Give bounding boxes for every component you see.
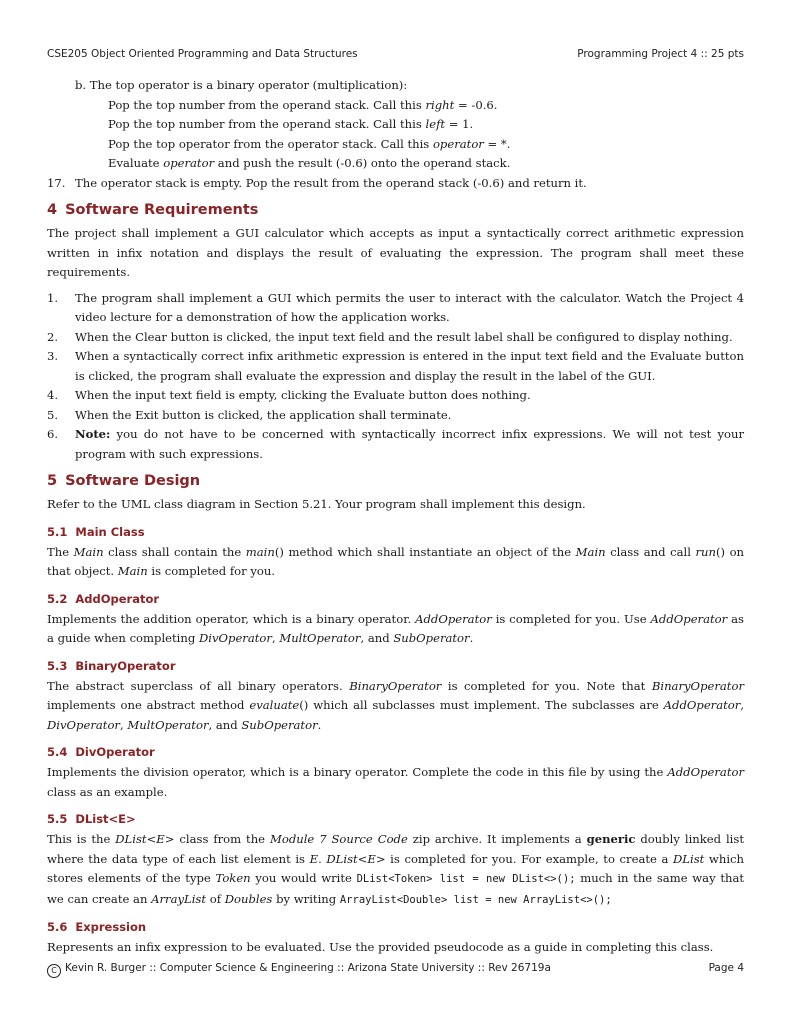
- section-5-5-text: This is the DList<E> class from the Module 7 Source Code zip archive. It implements a generic doubly linked list where the data type of each list element is E. DList<E> is completed for you. For example, to create a DList which stores elements of the type Token you would write DList<Token> list = new DList<>(); much in the same way that we can create an ArrayList of Doubles by writing ArrayList<Double> list = new ArrayList<>();: [47, 832, 745, 906]
- step-evaluate: Evaluate operator and push the result (-0.6) onto the operand stack.: [108, 156, 511, 170]
- code-arraylist-example: ArrayList<Double> list = new ArrayList<>();: [339, 893, 612, 906]
- footer-page-number: Page 4: [708, 962, 744, 974]
- section-5-3-heading: 5.3 BinaryOperator: [47, 658, 176, 673]
- page-header: [47, 48, 744, 64]
- step-b-label: b.: [75, 78, 87, 92]
- section-5-1-text: The Main class shall contain the main() method which shall instantiate an object of the Main class and call run() on that object. Main is completed for you.: [47, 544, 745, 578]
- requirement-1: 1. The program shall implement a GUI which permits the user to interact with the calculator. Watch the Project 4 video lecture for a demonstration of how the application works.: [47, 290, 744, 324]
- step-pop-left: Pop the top number from the operand stack. Call this left = 1.: [108, 117, 474, 131]
- page-content: [47, 76, 744, 958]
- requirement-2: 2. When the Clear button is clicked, the input text field and the result label shall be configured to display nothing.: [47, 329, 733, 344]
- code-dlist-example: DList<Token> list = new DList<>();: [356, 873, 576, 885]
- step-17: [47, 174, 744, 194]
- step-pop-right: Pop the top number from the operand stack. Call this right = -0.6.: [108, 97, 498, 112]
- step-b-text: The top operator is a binary operator (multiplication):: [89, 78, 408, 92]
- section-5-1-heading: 5.1 Main Class: [47, 524, 145, 539]
- header-project: Programming Project 4 :: 25 pts: [577, 48, 744, 60]
- section-5-4-heading: 5.4 DivOperator: [47, 745, 155, 759]
- page-footer: [47, 962, 744, 978]
- section-4-intro: The project shall implement a GUI calculator which accepts as input a syntactically correct arithmetic expression written in infix notation and displays the result of evaluating the expression. The program shall meet these requirements.: [47, 226, 744, 279]
- section-5-2-text: Implements the addition operator, which is a binary operator. AddOperator is completed for you. Use AddOperator as a guide when completing DivOperator, MultOperator, and SubOperator.: [47, 611, 744, 645]
- requirement-3: 3. When a syntactically correct infix arithmetic expression is entered in the input text field and the Evaluate button is clicked, the program shall evaluate the expression and display the result in the label of the GUI.: [47, 349, 744, 383]
- section-5-4-text: Implements the division operator, which is a binary operator. Complete the code in this file by using the AddOperator class as an example.: [47, 765, 744, 799]
- section-5-heading: 5 Software Design: [47, 473, 201, 489]
- footer-credit-text: Kevin R. Burger :: Computer Science & Engineering :: Arizona State University :: Rev 26719a: [65, 962, 551, 974]
- requirement-4: 4. When the input text field is empty, clicking the Evaluate button does nothing.: [47, 388, 531, 402]
- footer-credit: [47, 962, 551, 978]
- section-5-2-heading: 5.2 AddOperator: [47, 591, 160, 606]
- step-pop-operator: Pop the top operator from the operator stack. Call this operator = *.: [108, 136, 511, 151]
- requirement-6-note: 6. Note: you do not have to be concerned with syntactically incorrect infix expressions. We will not test your program with such expressions.: [47, 427, 744, 461]
- copyright-icon: C: [47, 964, 61, 978]
- section-5-intro: Refer to the UML class diagram in Section 5.21. Your program shall implement this design.: [47, 497, 586, 511]
- header-course: CSE205 Object Oriented Programming and Data Structures: [47, 48, 358, 60]
- section-5-6-heading: 5.6 Expression: [47, 920, 147, 934]
- section-4-heading: 4 Software Requirements: [47, 202, 259, 218]
- step-b: [47, 76, 744, 96]
- step-17-number: 17.: [47, 175, 66, 190]
- section-5-6-text: Represents an infix expression to be evaluated. Use the provided pseudocode as a guide in completing this class.: [47, 940, 714, 954]
- section-5-5-heading: 5.5 DList<E>: [47, 812, 136, 826]
- requirement-5: 5. When the Exit button is clicked, the application shall terminate.: [47, 407, 452, 422]
- step-17-text: The operator stack is empty. Pop the result from the operand stack (-0.6) and return it.: [75, 175, 587, 190]
- section-5-3-text: The abstract superclass of all binary operators. BinaryOperator is completed for you. Note that BinaryOperator implements one abstract method evaluate() which all subclasses must implement. The subclasses are AddOperator, DivOperator, MultOperator, and SubOperator.: [47, 678, 744, 732]
